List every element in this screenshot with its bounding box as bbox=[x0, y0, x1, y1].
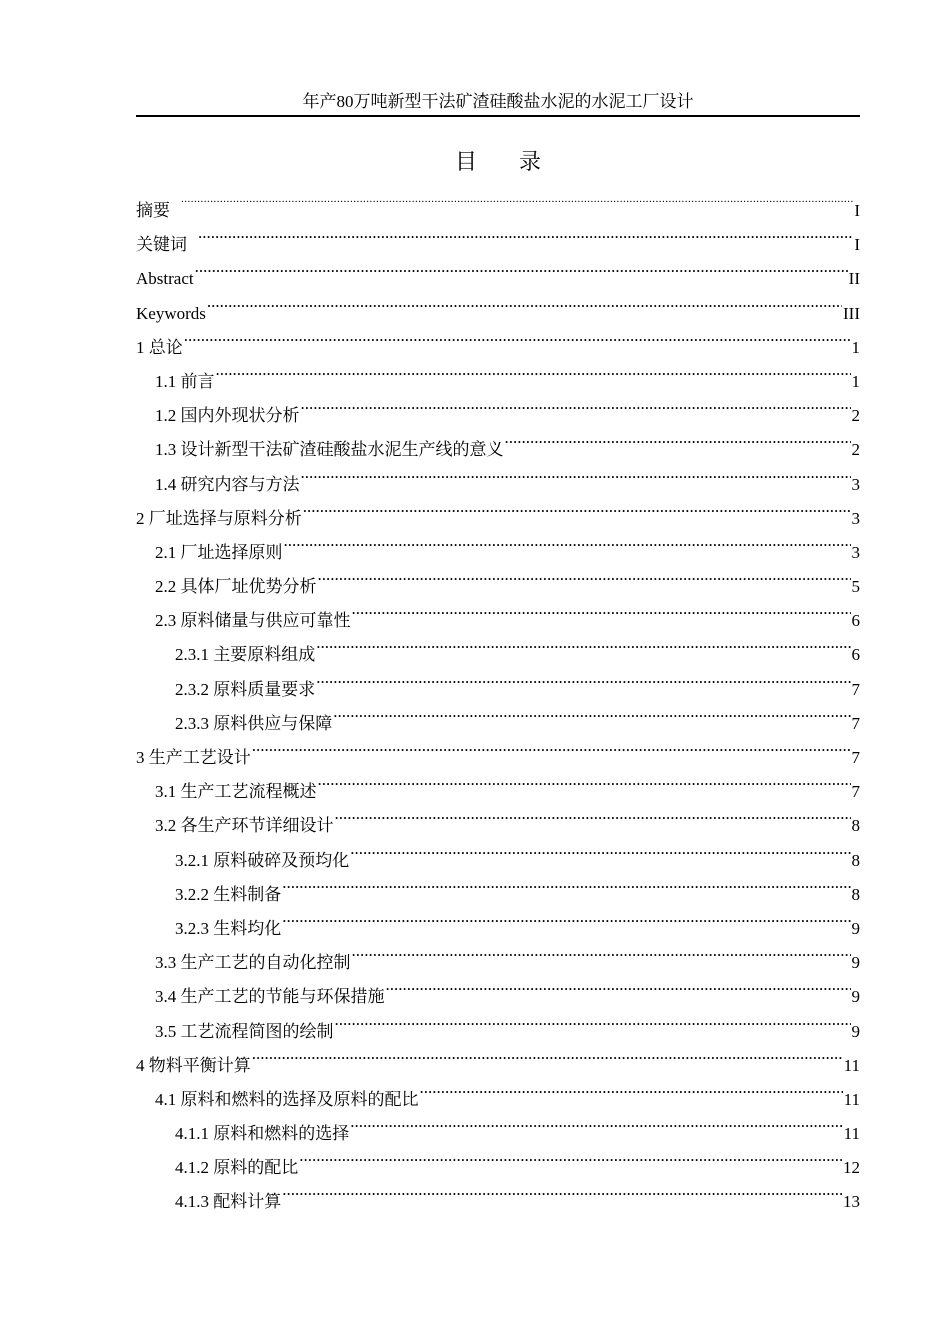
toc-entry-page-number: 8 bbox=[851, 850, 860, 870]
toc-entry-page-number: 12 bbox=[843, 1158, 860, 1178]
toc-entry-label: 3.2.1 原料破碎及预均化 bbox=[175, 850, 350, 870]
toc-entry-label: 关键词 bbox=[136, 235, 187, 255]
toc-entry-page-number: III bbox=[843, 303, 860, 323]
toc-dot-leader bbox=[252, 1037, 843, 1071]
toc-title-char-1: 目 bbox=[454, 150, 477, 175]
toc-entry-page-number: 9 bbox=[851, 918, 860, 938]
toc-entry-page-number: 3 bbox=[851, 474, 860, 494]
toc-entry-label: Keywords bbox=[136, 303, 206, 323]
toc-dot-leader bbox=[316, 661, 850, 695]
toc-dot-leader bbox=[252, 729, 851, 763]
toc-entry[interactable] bbox=[136, 353, 860, 391]
toc-dot-leader bbox=[505, 421, 851, 455]
toc-dot-leader bbox=[316, 626, 850, 660]
toc-entry[interactable] bbox=[136, 250, 860, 289]
toc-title bbox=[136, 148, 860, 178]
toc-entry-label: 2 厂址选择与原料分析 bbox=[136, 508, 302, 528]
toc-entry-page-number: 1 bbox=[851, 371, 860, 391]
toc-entry[interactable] bbox=[136, 319, 860, 357]
toc-dot-leader bbox=[301, 456, 851, 490]
toc-dot-leader bbox=[420, 1071, 843, 1105]
toc-entry-page-number: I bbox=[854, 235, 860, 255]
toc-dot-leader bbox=[335, 1003, 851, 1037]
toc-dot-leader bbox=[301, 387, 851, 421]
toc-entry-page-number: 6 bbox=[851, 645, 860, 665]
toc-entry-page-number: 3 bbox=[851, 542, 860, 562]
toc-entry-label: 2.3.2 原料质量要求 bbox=[175, 679, 316, 699]
toc-entry-label: 3.3 生产工艺的自动化控制 bbox=[155, 953, 351, 973]
toc-entry-label: 3 生产工艺设计 bbox=[136, 748, 251, 767]
toc-entry-label: 3.2 各生产环节详细设计 bbox=[155, 816, 334, 836]
toc-entry-page-number: 3 bbox=[851, 508, 860, 528]
toc-dot-leader bbox=[299, 1139, 842, 1173]
toc-entry-page-number: 9 bbox=[851, 1021, 860, 1041]
toc-entry-page-number: 1 bbox=[851, 337, 860, 357]
toc-list bbox=[136, 182, 860, 1212]
toc-entry-label: 3.2.3 生料均化 bbox=[175, 918, 282, 938]
toc-entry-label: 4.1.3 配料计算 bbox=[175, 1192, 282, 1212]
toc-entry-label: 3.2.2 生料制备 bbox=[175, 884, 282, 904]
toc-entry-label: 1.1 前言 bbox=[155, 371, 215, 391]
toc-entry[interactable] bbox=[136, 216, 860, 255]
toc-dot-leader bbox=[352, 592, 851, 626]
toc-entry-label: 1 总论 bbox=[136, 337, 183, 357]
toc-entry-page-number: 7 bbox=[851, 748, 860, 767]
toc-entry-page-number: 7 bbox=[851, 782, 860, 802]
toc-entry-page-number: 7 bbox=[851, 713, 860, 733]
toc-dot-leader bbox=[195, 250, 848, 284]
toc-dot-leader bbox=[333, 695, 850, 729]
toc-entry-label: 4.1 原料和燃料的选择及原料的配比 bbox=[155, 1089, 419, 1109]
toc-entry-page-number: 8 bbox=[851, 884, 860, 904]
toc-entry-page-number: 13 bbox=[843, 1192, 860, 1212]
toc-dot-leader bbox=[318, 558, 851, 592]
toc-entry-label: 1.2 国内外现状分析 bbox=[155, 406, 300, 426]
toc-dot-leader bbox=[198, 216, 853, 250]
toc-entry-label: 4.1.1 原料和燃料的选择 bbox=[175, 1124, 350, 1144]
toc-dot-leader bbox=[284, 524, 851, 558]
toc-entry-label: 摘要 bbox=[136, 201, 170, 220]
toc-entry-label: 3.5 工艺流程简图的绘制 bbox=[155, 1021, 334, 1041]
toc-entry-label: 3.4 生产工艺的节能与环保措施 bbox=[155, 987, 385, 1007]
toc-entry-label: Abstract bbox=[136, 269, 194, 289]
toc-entry-page-number: 7 bbox=[851, 679, 860, 699]
toc-dot-leader bbox=[184, 319, 851, 353]
toc-dot-leader bbox=[207, 285, 842, 319]
toc-entry-page-number: 9 bbox=[851, 953, 860, 973]
toc-entry-page-number: II bbox=[848, 269, 860, 289]
toc-dot-leader bbox=[282, 900, 850, 934]
toc-entry[interactable] bbox=[136, 182, 860, 220]
toc-dot-leader bbox=[335, 797, 851, 831]
toc-entry-page-number: 8 bbox=[851, 816, 860, 836]
toc-dot-leader bbox=[318, 763, 851, 797]
toc-dot-leader bbox=[352, 934, 851, 968]
toc-entry-label: 2.2 具体厂址优势分析 bbox=[155, 577, 317, 597]
header-rule bbox=[136, 115, 860, 117]
toc-entry-label: 2.3.3 原料供应与保障 bbox=[175, 713, 333, 733]
toc-dot-leader bbox=[350, 1105, 842, 1139]
toc-dot-leader bbox=[386, 968, 851, 1002]
toc-entry-label: 4 物料平衡计算 bbox=[136, 1055, 251, 1075]
toc-title-char-2: 录 bbox=[519, 150, 542, 175]
toc-dot-leader bbox=[350, 832, 850, 866]
toc-entry-page-number: 11 bbox=[843, 1124, 860, 1144]
toc-dot-leader bbox=[216, 353, 851, 387]
toc-entry-label: 2.3 原料储量与供应可靠性 bbox=[155, 611, 351, 631]
toc-entry-page-number: 2 bbox=[851, 440, 860, 460]
running-header: 年产80万吨新型干法矿渣硅酸盐水泥的水泥工厂设计 bbox=[302, 92, 694, 111]
toc-dot-leader bbox=[282, 866, 850, 900]
toc-entry-label: 2.3.1 主要原料组成 bbox=[175, 645, 316, 665]
toc-dot-leader bbox=[181, 182, 853, 216]
toc-entry[interactable] bbox=[136, 387, 860, 426]
toc-entry-label: 4.1.2 原料的配比 bbox=[175, 1158, 299, 1178]
toc-entry-page-number: 5 bbox=[851, 577, 860, 597]
toc-entry-page-number: 2 bbox=[851, 406, 860, 426]
toc-entry-page-number: I bbox=[854, 201, 860, 220]
toc-entry-label: 2.1 厂址选择原则 bbox=[155, 542, 283, 562]
toc-entry-page-number: 11 bbox=[843, 1089, 860, 1109]
toc-entry-page-number: 11 bbox=[843, 1055, 860, 1075]
toc-dot-leader bbox=[303, 490, 851, 524]
toc-entry-page-number: 6 bbox=[851, 611, 860, 631]
toc-entry-label: 1.3 设计新型干法矿渣硅酸盐水泥生产线的意义 bbox=[155, 440, 504, 460]
toc-entry[interactable] bbox=[136, 285, 860, 323]
toc-dot-leader bbox=[282, 1173, 842, 1207]
toc-entry-label: 1.4 研究内容与方法 bbox=[155, 474, 300, 494]
toc-entry-page-number: 9 bbox=[851, 987, 860, 1007]
toc-entry-label: 3.1 生产工艺流程概述 bbox=[155, 782, 317, 802]
